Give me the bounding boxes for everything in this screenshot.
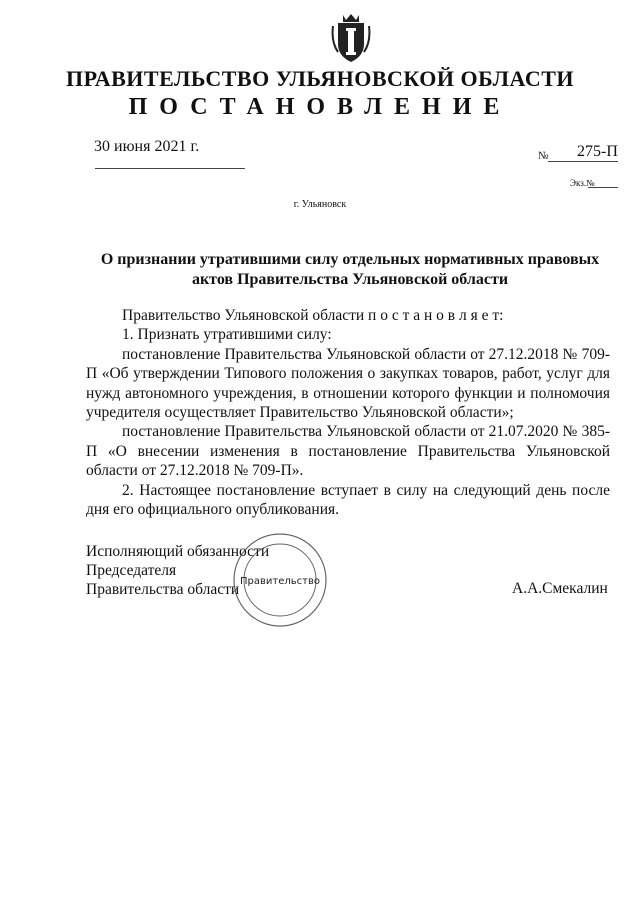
seal-text: Правительство [240,576,320,587]
heading-line-1: О признании утратившими силу отдельных нормативных правовых [100,251,600,268]
signatory-line-3: Правительства области [86,581,240,598]
document-heading [100,250,600,290]
signatory-name: А.А.Смекалин [512,580,608,597]
official-seal-icon [230,530,330,630]
copy-number-label: Экз.№ [570,178,595,188]
number-prefix: № [538,150,549,162]
document-date: 30 июня 2021 г. [94,138,200,155]
date-underline [95,168,245,169]
signatory-line-2: Председателя [86,562,177,579]
document-type: ПОСТАНОВЛЕНИЕ [128,94,512,120]
coat-of-arms-icon [330,12,372,64]
copy-number-underline [588,187,618,188]
body-paragraph: 2. Настоящее постановление вступает в силу на следующий день после дня его официального опубликования. [86,481,610,519]
city: г. Ульяновск [293,199,347,210]
document-body [86,306,610,519]
body-paragraph: 1. Признать утратившими силу: [122,326,332,344]
government-title: ПРАВИТЕЛЬСТВО УЛЬЯНОВСКОЙ ОБЛАСТИ [66,66,574,91]
body-paragraph: Правительство Ульяновской области п о с т а н о в л я е т: [122,307,504,324]
signatory-line-1: Исполняющий обязанности [86,543,270,560]
document-number: 275-П [577,143,618,160]
body-paragraph: постановление Правительства Ульяновской области от 27.12.2018 № 709-П «Об утверждении Типового положения о закупках товаров, работ, услуг для нужд автономного учреждения, в отношении которого функции и полномочия учредителя осуществляет Правительство Ульяновской области»; [86,345,610,422]
body-paragraph: постановление Правительства Ульяновской области от 21.07.2020 № 385-П «О внесении изменения в постановление Правительства Ульяновской области от 27.12.2018 № 709-П». [86,423,610,480]
number-underline [548,161,618,162]
heading-line-2: актов Правительства Ульяновской области [191,271,509,288]
